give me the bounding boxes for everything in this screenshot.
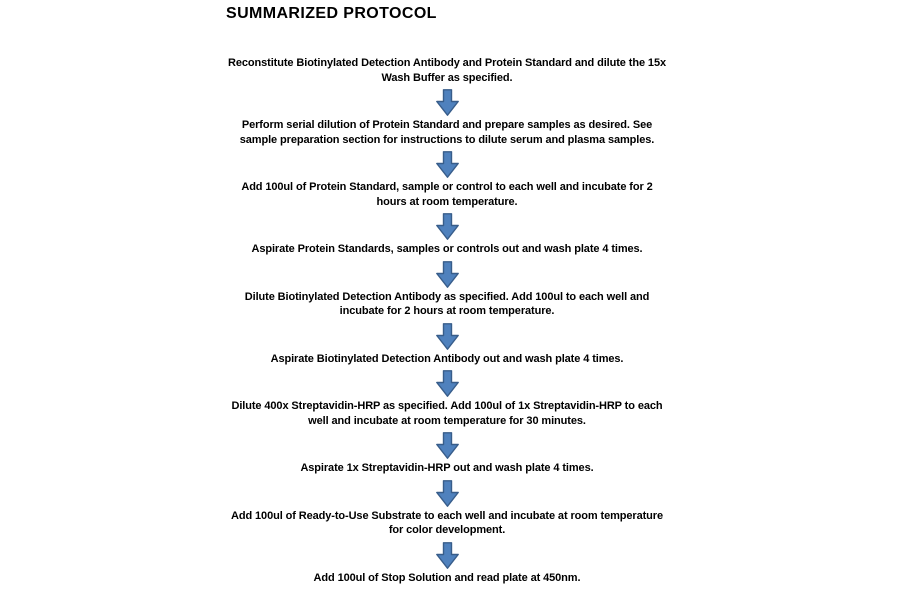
protocol-step: Aspirate 1x Streptavidin-HRP out and wash plate 4 times.	[300, 462, 594, 474]
protocol-step: Dilute 400x Streptavidin-HRP as specified. Add 100ul of 1x Streptavidin-HRP to each well and incubate at room temperature for 30 minutes.	[231, 400, 663, 427]
protocol-step: Dilute Biotinylated Detection Antibody as specified. Add 100ul to each well and incubate for 2 hours at room temperature.	[244, 290, 650, 317]
protocol-step: Aspirate Biotinylated Detection Antibody out and wash plate 4 times.	[270, 352, 624, 365]
protocol-step: Add 100ul of Protein Standard, sample or control to each well and incubate for 2 hours at room temperature.	[241, 181, 653, 208]
down-arrow-icon	[436, 480, 459, 507]
protocol-step: Aspirate Protein Standards, samples or controls out and wash plate 4 times.	[251, 243, 643, 255]
down-arrow-icon	[436, 261, 459, 288]
down-arrow-icon	[436, 432, 459, 459]
protocol-step: Add 100ul of Ready-to-Use Substrate to each well and incubate at room temperature for color development.	[231, 509, 663, 536]
down-arrow-icon	[436, 370, 459, 397]
protocol-step: Reconstitute Biotinylated Detection Antibody and Protein Standard and dilute the 15x Wash Buffer as specified.	[228, 57, 666, 84]
protocol-step: Add 100ul of Stop Solution and read plate at 450nm.	[313, 571, 581, 584]
protocol-page	[225, 5, 669, 585]
down-arrow-icon	[436, 323, 459, 350]
page-title: SUMMARIZED PROTOCOL	[226, 5, 437, 22]
down-arrow-icon	[436, 213, 459, 240]
down-arrow-icon	[436, 151, 459, 178]
protocol-flowchart	[225, 56, 669, 585]
down-arrow-icon	[436, 89, 459, 116]
down-arrow-icon	[436, 542, 459, 569]
protocol-step: Perform serial dilution of Protein Standard and prepare samples as desired. See sample preparation section for instructions to dilute serum and plasma samples.	[239, 119, 655, 146]
